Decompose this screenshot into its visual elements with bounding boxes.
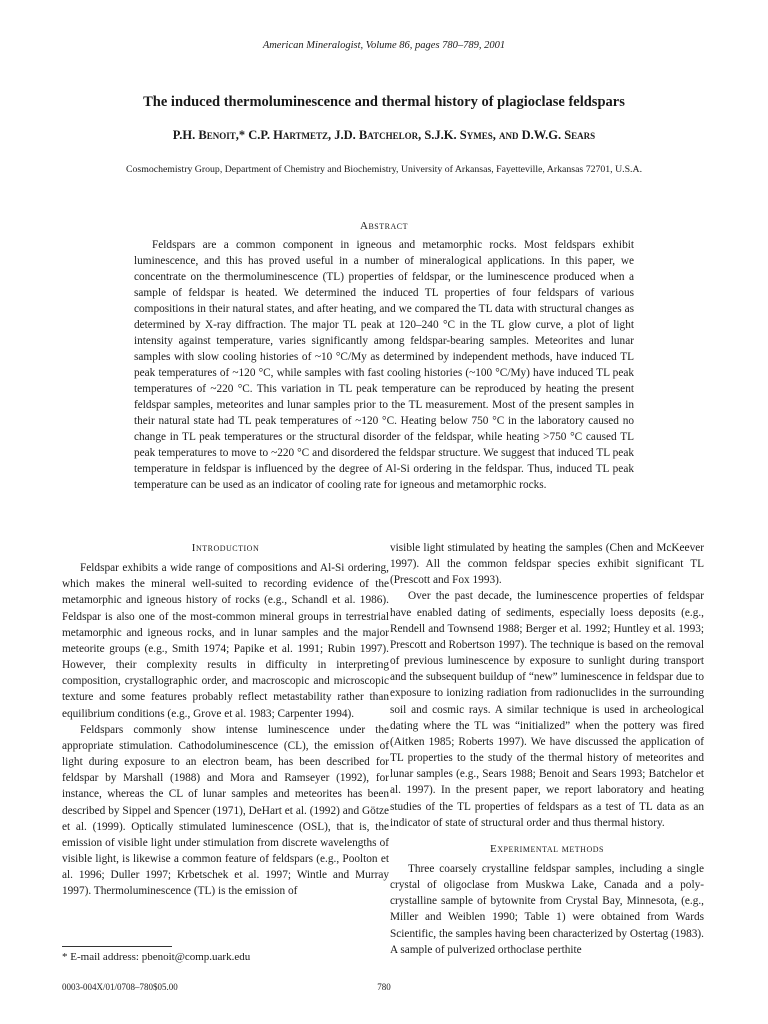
journal-code: 0003-004X/01/0708–780$05.00 — [62, 982, 178, 992]
abstract-heading: Abstract — [360, 220, 408, 232]
author-list: P.H. Benoit,* C.P. Hartmetz, J.D. Batchelor, S.J.K. Symes, and D.W.G. Sears — [172, 128, 596, 142]
abstract-text: Feldspars are a common component in igneous and metamorphic rocks. Most feldspars exhibit luminescence, and this has proved useful in a number of mineralogical applications. In this paper, we concentrate on the thermoluminescence (TL) properties of feldspar, or the luminescence produced when a sample of feldspar is heated. We determined the induced TL properties of four feldspars of various compositions in their natural states, and after heating, and we compared the TL data with structural changes as determined by X-ray diffraction. The major TL peak at 120–240 °C in the TL glow curve, a plot of light intensity against temperature, varies significantly among feldspar-bearing samples. Meteorites and lunar samples with slow cooling histories of ~10 °C/My as determined by independent methods, have induced TL peak temperatures of ~120 °C, while samples with fast cooling histories (~100 °C/My) have induced TL peak temperatures of ~220 °C. This variation in TL peak temperature can be reproduced by heating the present feldspar samples, meteorites and lunar samples prior to the TL measurement. Most of the present samples in their natural state had TL peak temperatures of ~120 °C. Heating below 750 °C in the laboratory caused no change in TL peak temperatures or the structural disorder of the feldspar, while heating >750 °C caused TL peak temperatures to move to ~220 °C and disordered the feldspar structure. We suggest that induced TL peak temperature in feldspar is influenced by the degree of Al-Si ordering in the feldspar. Thus, induced TL peak temperature can be used as an indicator of cooling rate for igneous and metamorphic rocks. — [134, 239, 634, 491]
methods-heading: Experimental methods — [490, 842, 604, 855]
intro-paragraph-2: Feldspars commonly show intense luminescence under the appropriate stimulation. Cathodoluminescence (CL), the emission of light during exposure to an electron beam, has been described for feldspar by Marshall (1988) and Mora and Ramseyer (1992), for instance, whereas the CL of lunar samples and meteorites has been described by Sippel and Spencer (1971), DeHart et al. (1992) and Götze et al. (1999). Optically stimulated luminescence (OSL), that is, the emission of visible light under stimulation from discrete wavelengths of visible light, is likewise a common feature of feldspars (e.g., Poolton et al. 1996; Duller 1997; Krbetschek et al. 1997; Wintle and Murray 1997). Thermoluminescence (TL) is the emission of — [62, 723, 389, 898]
footnote-rule — [62, 946, 172, 947]
email-footnote: * E-mail address: pbenoit@comp.uark.edu — [62, 951, 251, 963]
intro-paragraph-4: Over the past decade, the luminescence properties of feldspar have enabled dating of sediments, especially loess deposits (e.g., Rendell and Townsend 1988; Berger et al. 1992; Huntley et al. 1993; Prescott and Robertson 1997). The technique is based on the removal of previous luminescence by exposure to sunlight during transport and the subsequent buildup of “new” luminescence in feldspar due to exposure to ionizing radiation from radionuclides in the surrounding soil and cosmic rays. A similar technique is used in archeological dating where the TL was “initialized” when the pottery was fired (Aitken 1985; Roberts 1997). We have discussed the application of TL properties to the study of the thermal history of meteorites and lunar samples (e.g., Sears 1988; Benoit and Sears 1993; Batchelor et al. 1997). In the present paper, we report laboratory and heating studies of the TL properties of feldspars as a test of TL data as an indicator of state of structural order and thus thermal history. — [390, 590, 704, 829]
right-column — [390, 540, 704, 958]
introduction-heading: Introduction — [191, 542, 260, 554]
methods-paragraph-1: Three coarsely crystalline feldspar samples, including a single crystal of oligoclase from Muskwa Lake, Canada and a poly-crystalline sample of bytownite from Crystal Bay, Minnesota, (e.g., Miller and Weiblen 1990; Table 1) were obtained from Wards Scientific, the samples having been characterized by Ostertag (1983). A sample of pulverized orthoclase perthite — [390, 862, 704, 956]
left-column — [62, 540, 389, 899]
paper-title: The induced thermoluminescence and thermal history of plagioclase feldspars — [143, 94, 625, 110]
intro-paragraph-1: Feldspar exhibits a wide range of compositions and Al-Si ordering, which makes the mineral well-suited to recording evidence of the metamorphic and igneous history of rocks (e.g., Schandl et al. 1986). Feldspar is also one of the most-common mineral groups in terrestrial metamorphic and igneous rocks, and in lunar samples and the major meteorite groups (e.g., Smith 1974; Papike et al. 1991; Rubin 1997). However, their complexity results in difficulty in interpreting composition, crystallographic order, and macroscopic and microscopic texture and some features probably reflect metastability rather than equilibrium conditions (e.g., Grove et al. 1983; Carpenter 1994). — [62, 562, 389, 720]
page-number: 780 — [377, 982, 391, 992]
affiliation: Cosmochemistry Group, Department of Chemistry and Biochemistry, University of Arkansas, Fayetteville, Arkansas 72701, U.S.A. — [125, 164, 643, 175]
journal-header: American Mineralogist, Volume 86, pages 780–789, 2001 — [262, 40, 506, 51]
intro-paragraph-3: visible light stimulated by heating the samples (Chen and McKeever 1997). All the common feldspar species exhibit significant TL (Prescott and Fox 1993). — [390, 542, 704, 587]
